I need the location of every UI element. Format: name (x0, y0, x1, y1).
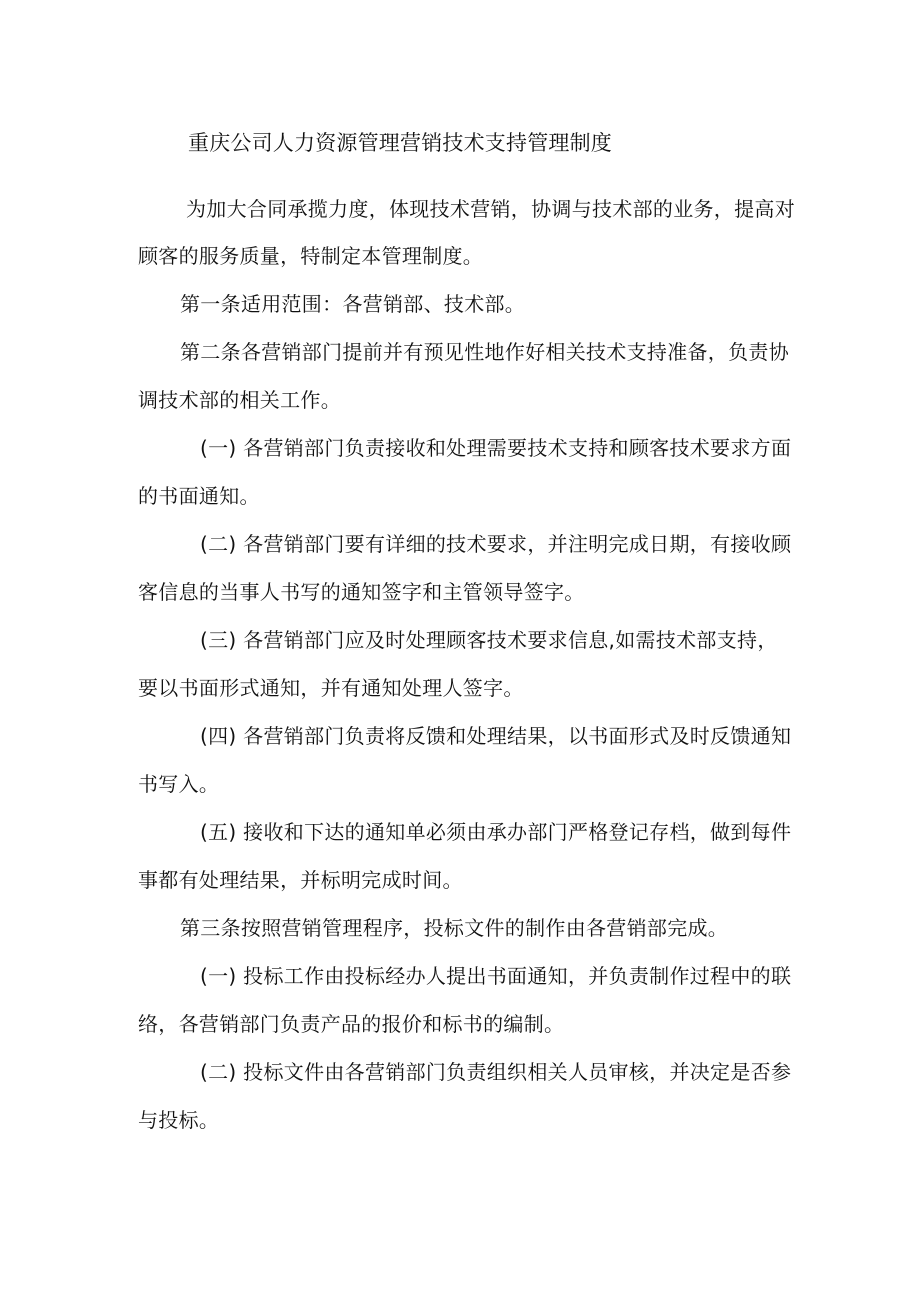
paragraph-line: (三) 各营销部门应及时处理顾客技术要求信息,如需技术部支持， (200, 628, 778, 652)
document-title: 重庆公司人力资源管理营销技术支持管理制度 (188, 131, 612, 155)
paragraph-line: 顾客的服务质量，特制定本管理制度。 (138, 244, 484, 268)
paragraph-line: (五) 接收和下达的通知单必须由承办部门严格登记存档，做到每件 (200, 820, 792, 844)
paragraph-line: 第二条各营销部门提前并有预见性地作好相关技术支持准备，负责协 (180, 340, 789, 364)
paragraph-line: 络，各营销部门负责产品的报价和标书的编制。 (138, 1012, 565, 1036)
paragraph-line: (四) 各营销部门负责将反馈和处理结果，以书面形式及时反馈通知 (200, 724, 792, 748)
paragraph-line: (一) 投标工作由投标经办人提出书面通知，并负责制作过程中的联 (200, 964, 792, 988)
paragraph-line: 要以书面形式通知，并有通知处理人签字。 (138, 676, 524, 700)
paragraph-line: 为加大合同承揽力度，体现技术营销，协调与技术部的业务，提高对 (186, 197, 795, 221)
paragraph-line: 第一条适用范围：各营销部、技术部。 (180, 292, 526, 316)
paragraph-line: 客信息的当事人书写的通知签字和主管领导签字。 (138, 580, 585, 604)
paragraph-line: 事都有处理结果，并标明完成时间。 (138, 868, 463, 892)
paragraph-line: 书写入。 (138, 772, 220, 796)
paragraph-line: 调技术部的相关工作。 (138, 388, 341, 412)
paragraph-line: (一) 各营销部门负责接收和处理需要技术支持和顾客技术要求方面 (200, 436, 792, 460)
paragraph-line: 的书面通知。 (138, 484, 260, 508)
paragraph-line: (二) 投标文件由各营销部门负责组织相关人员审核，并决定是否参 (200, 1060, 792, 1084)
paragraph-line: 与投标。 (138, 1108, 220, 1132)
paragraph-line: 第三条按照营销管理程序，投标文件的制作由各营销部完成。 (180, 916, 729, 940)
paragraph-line: (二) 各营销部门要有详细的技术要求，并注明完成日期，有接收顾 (200, 532, 792, 556)
